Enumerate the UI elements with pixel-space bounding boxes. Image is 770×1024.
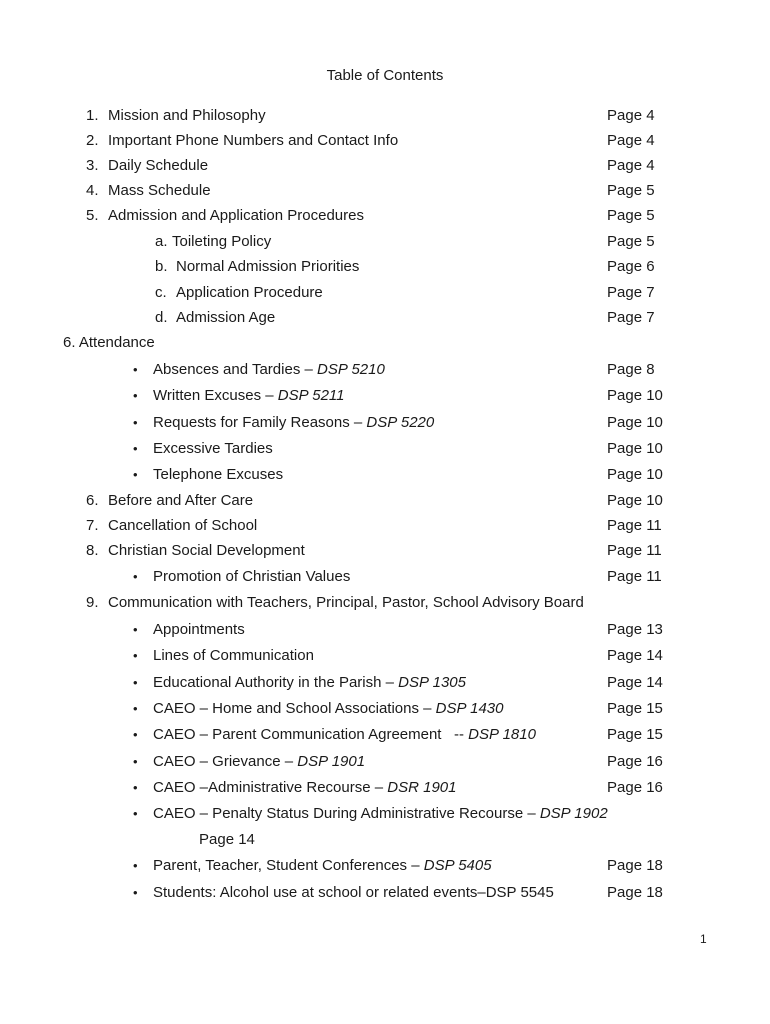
toc-number: 7. [86,517,99,534]
toc-text: Admission and Application Procedures [108,207,364,224]
toc-text: Telephone Excuses [153,466,284,483]
toc-number: 1. [86,107,99,124]
toc-page: Page 7 [607,309,655,326]
toc-letter: a. [155,233,168,250]
toc-text: Normal Admission Priorities [176,258,360,275]
toc-text: Before and After Care [108,492,254,509]
toc-text: 6. Attendance [63,334,155,351]
bullet-icon: • [133,569,138,584]
toc-text: Educational Authority in the Parish – DSP 1305 [153,674,466,691]
toc-page: Page 18 [607,857,663,874]
bullet-icon: • [133,885,138,900]
toc-text: Daily Schedule [108,157,209,174]
toc-text: CAEO –Administrative Recourse – DSR 1901 [153,779,457,796]
toc-page: Page 11 [607,542,662,559]
bullet-icon: • [133,362,138,377]
toc-page: Page 13 [607,621,663,638]
bullet-icon: • [133,441,138,456]
bullet-icon: • [133,780,138,795]
toc-text: Appointments [153,621,245,638]
toc-text: Excessive Tardies [153,440,273,457]
bullet-icon: • [133,388,138,403]
bullet-icon: • [133,727,138,742]
toc-page: Page 10 [607,466,663,483]
page-number: 1 [700,932,707,946]
toc-page: Page 4 [607,132,655,149]
toc-text: Absences and Tardies – DSP 5210 [153,361,385,378]
toc-text: Written Excuses – DSP 5211 [153,387,345,404]
toc-page: Page 5 [607,207,655,224]
toc-text: Application Procedure [176,284,323,301]
toc-page: Page 5 [607,182,655,199]
toc-page: Page 5 [607,233,655,250]
bullet-icon: • [133,622,138,637]
toc-page: Page 7 [607,284,655,301]
toc-page: Page 16 [607,779,663,796]
toc-number: 9. [86,594,99,611]
toc-page: Page 10 [607,492,663,509]
toc-page: Page 14 [607,674,663,691]
toc-page: Page 11 [607,517,662,534]
toc-number: 8. [86,542,99,559]
toc-page: Page 15 [607,700,663,717]
toc-text: Christian Social Development [108,542,305,559]
toc-text: CAEO – Penalty Status During Administrative Recourse – DSP 1902 [153,805,608,822]
toc-text: Important Phone Numbers and Contact Info [108,132,399,149]
toc-page: Page 18 [607,884,663,901]
toc-page: Page 10 [607,387,663,404]
toc-text: CAEO – Grievance – DSP 1901 [153,753,366,770]
toc-text: Mass Schedule [108,182,211,199]
toc-letter: b. [155,258,168,275]
toc-text: Toileting Policy [172,233,272,250]
toc-text: Cancellation of School [108,517,258,534]
toc-page: Page 14 [607,647,663,664]
bullet-icon: • [133,754,138,769]
toc-page: Page 6 [607,258,655,275]
bullet-icon: • [133,415,138,430]
toc-letter: d. [155,309,168,326]
toc-text: CAEO – Parent Communication Agreement -- DSP 1810 [153,726,536,743]
toc-page: Page 10 [607,440,663,457]
bullet-icon: • [133,806,138,821]
toc-letter: c. [155,284,167,301]
toc-page: Page 4 [607,157,655,174]
toc-page: Page 14 [199,831,255,848]
toc-text: Students: Alcohol use at school or related events–DSP 5545 [153,884,554,901]
toc-text: Promotion of Christian Values [153,568,351,585]
toc-text: Communication with Teachers, Principal, Pastor, School Advisory Board [108,594,584,611]
toc-text: Requests for Family Reasons – DSP 5220 [153,414,435,431]
toc-page: Page 4 [607,107,655,124]
toc-number: 6. [86,492,99,509]
toc-page: Page 15 [607,726,663,743]
bullet-icon: • [133,701,138,716]
toc-text: CAEO – Home and School Associations – DSP 1430 [153,700,504,717]
toc-number: 3. [86,157,99,174]
toc-page: Page 11 [607,568,662,585]
bullet-icon: • [133,467,138,482]
toc-text: Admission Age [176,309,276,326]
page-title: Table of Contents [326,67,444,84]
toc-text: Parent, Teacher, Student Conferences – DSP 5405 [153,857,492,874]
toc-page: Page 10 [607,414,663,431]
bullet-icon: • [133,648,138,663]
toc-number: 4. [86,182,99,199]
toc-page: Page 16 [607,753,663,770]
toc-text: Mission and Philosophy [108,107,266,124]
toc-number: 2. [86,132,99,149]
bullet-icon: • [133,858,138,873]
toc-page: Page 8 [607,361,655,378]
bullet-icon: • [133,675,138,690]
toc-number: 5. [86,207,99,224]
toc-text: Lines of Communication [153,647,314,664]
